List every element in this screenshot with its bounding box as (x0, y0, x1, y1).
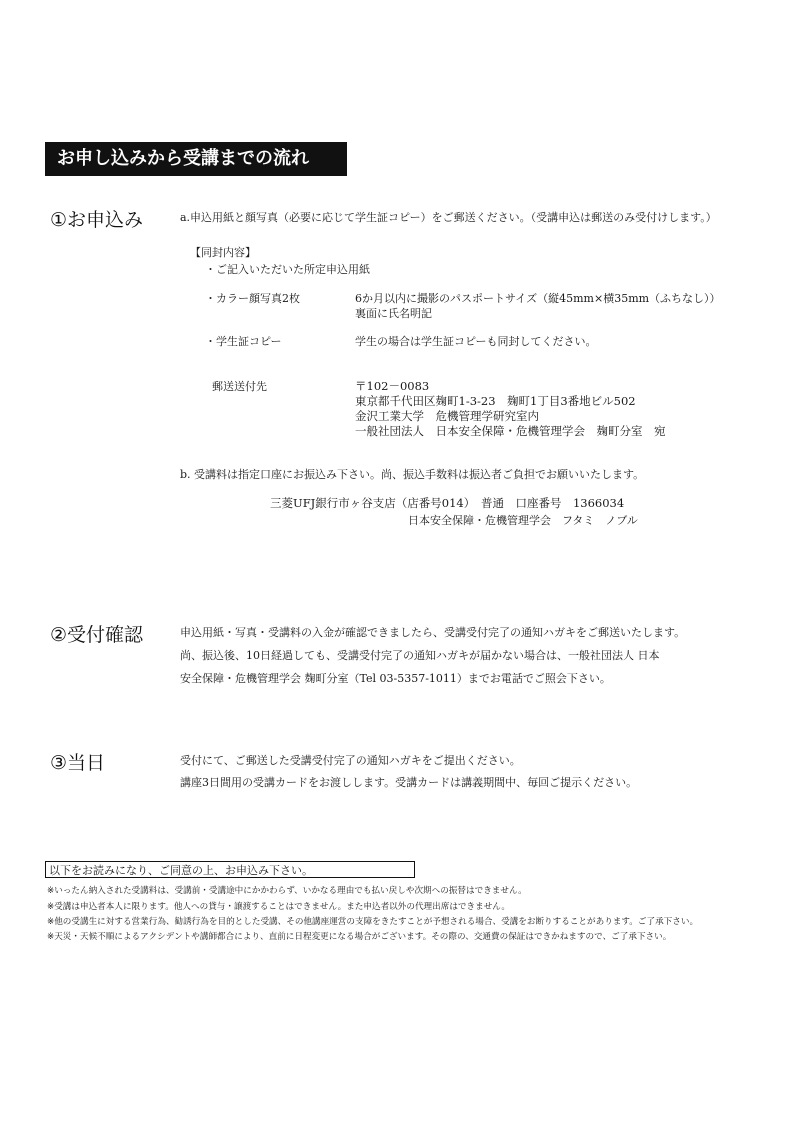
enclosed-item-student-label: ・学生証コピー (205, 335, 282, 348)
enclosed-item-form: ・ご記入いただいた所定申込用紙 (205, 263, 370, 276)
notice-title-box (45, 861, 415, 878)
mail-postal-code: 〒102－0083 (355, 379, 430, 393)
section1-line-a: a.申込用紙と顔写真（必要に応じて学生証コピー）をご郵送ください。（受講申込は郵送のみ受付けします。） (180, 211, 717, 224)
page-title-banner (45, 142, 347, 176)
section2-line1: 申込用紙・写真・受講料の入金が確認できましたら、受講受付完了の通知ハガキをご郵送いたします。 (180, 626, 686, 639)
enclosed-heading: 【同封内容】 (190, 246, 256, 259)
mail-institution: 金沢工業大学 危機管理学研究室内 (355, 409, 539, 423)
section2-line2: 尚、振込後、10日経過しても、受講受付完了の通知ハガキが届かない場合は、一般社団法人 日本 (180, 649, 660, 662)
enclosed-item-student-desc: 学生の場合は学生証コピーも同封してください。 (355, 335, 597, 348)
notice-title: 以下をお読みになり、ご同意の上、お申込み下さい。 (49, 864, 313, 877)
bank-account: 三菱UFJ銀行市ヶ谷支店（店番号014） 普通 口座番号 1366034 (270, 496, 625, 510)
enclosed-item-photo-desc1: 6か月以内に撮影のパスポートサイズ（縦45mm×横35mm（ふちなし）） (355, 292, 721, 305)
section3-line1: 受付にて、ご郵送した受講受付完了の通知ハガキをご提出ください。 (180, 754, 521, 767)
enclosed-item-photo-desc2: 裏面に氏名明記 (355, 307, 432, 320)
mail-recipient: 一般社団法人 日本安全保障・危機管理学会 麹町分室 宛 (355, 424, 666, 438)
section1-line-b: b. 受講料は指定口座にお振込み下さい。尚、振込手数料は振込者ご負担でお願いいたします。 (180, 468, 645, 481)
section3-line2: 講座3日間用の受講カードをお渡しします。受講カードは講義期間中、毎回ご提示ください。 (180, 776, 638, 789)
section3-heading: ③当日 (50, 752, 106, 774)
notice-item-transfer: ※受講は申込者本人に限ります。他人への貸与・譲渡することはできません。また申込者以外の代理出席はできません。 (47, 902, 511, 912)
section2-heading: ②受付確認 (50, 624, 144, 646)
mail-address: 東京都千代田区麹町1-3-23 麹町1丁目3番地ビル502 (355, 394, 636, 408)
notice-item-refund: ※いったん納入された受講料は、受講前・受講途中にかかわらず、いかなる理由でも払い戻しや次期への振替はできません。 (47, 886, 527, 896)
notice-item-solicitation: ※他の受講生に対する営業行為、勧誘行為を目的とした受講、その他講座運営の支障をきたすことが予想される場合、受講をお断りすることがあります。ご了承下さい。 (47, 917, 699, 927)
section2-line3: 安全保障・危機管理学会 麹町分室（Tel 03-5357-1011）までお電話でご照会下さい。 (180, 672, 611, 685)
notice-item-schedule-change: ※天災・天候不順によるアクシデントや講師都合により、直前に日程変更になる場合がございます。その際の、交通費の保証はできかねますので、ご了承下さい。 (47, 932, 672, 942)
enclosed-item-photo-label: ・カラー顔写真2枚 (205, 292, 300, 305)
section1-heading: ①お申込み (50, 209, 144, 231)
page-title: お申し込みから受講までの流れ (57, 148, 309, 169)
bank-account-holder: 日本安全保障・危機管理学会 フタミ ノブル (408, 514, 638, 527)
mail-label: 郵送送付先 (212, 380, 267, 393)
